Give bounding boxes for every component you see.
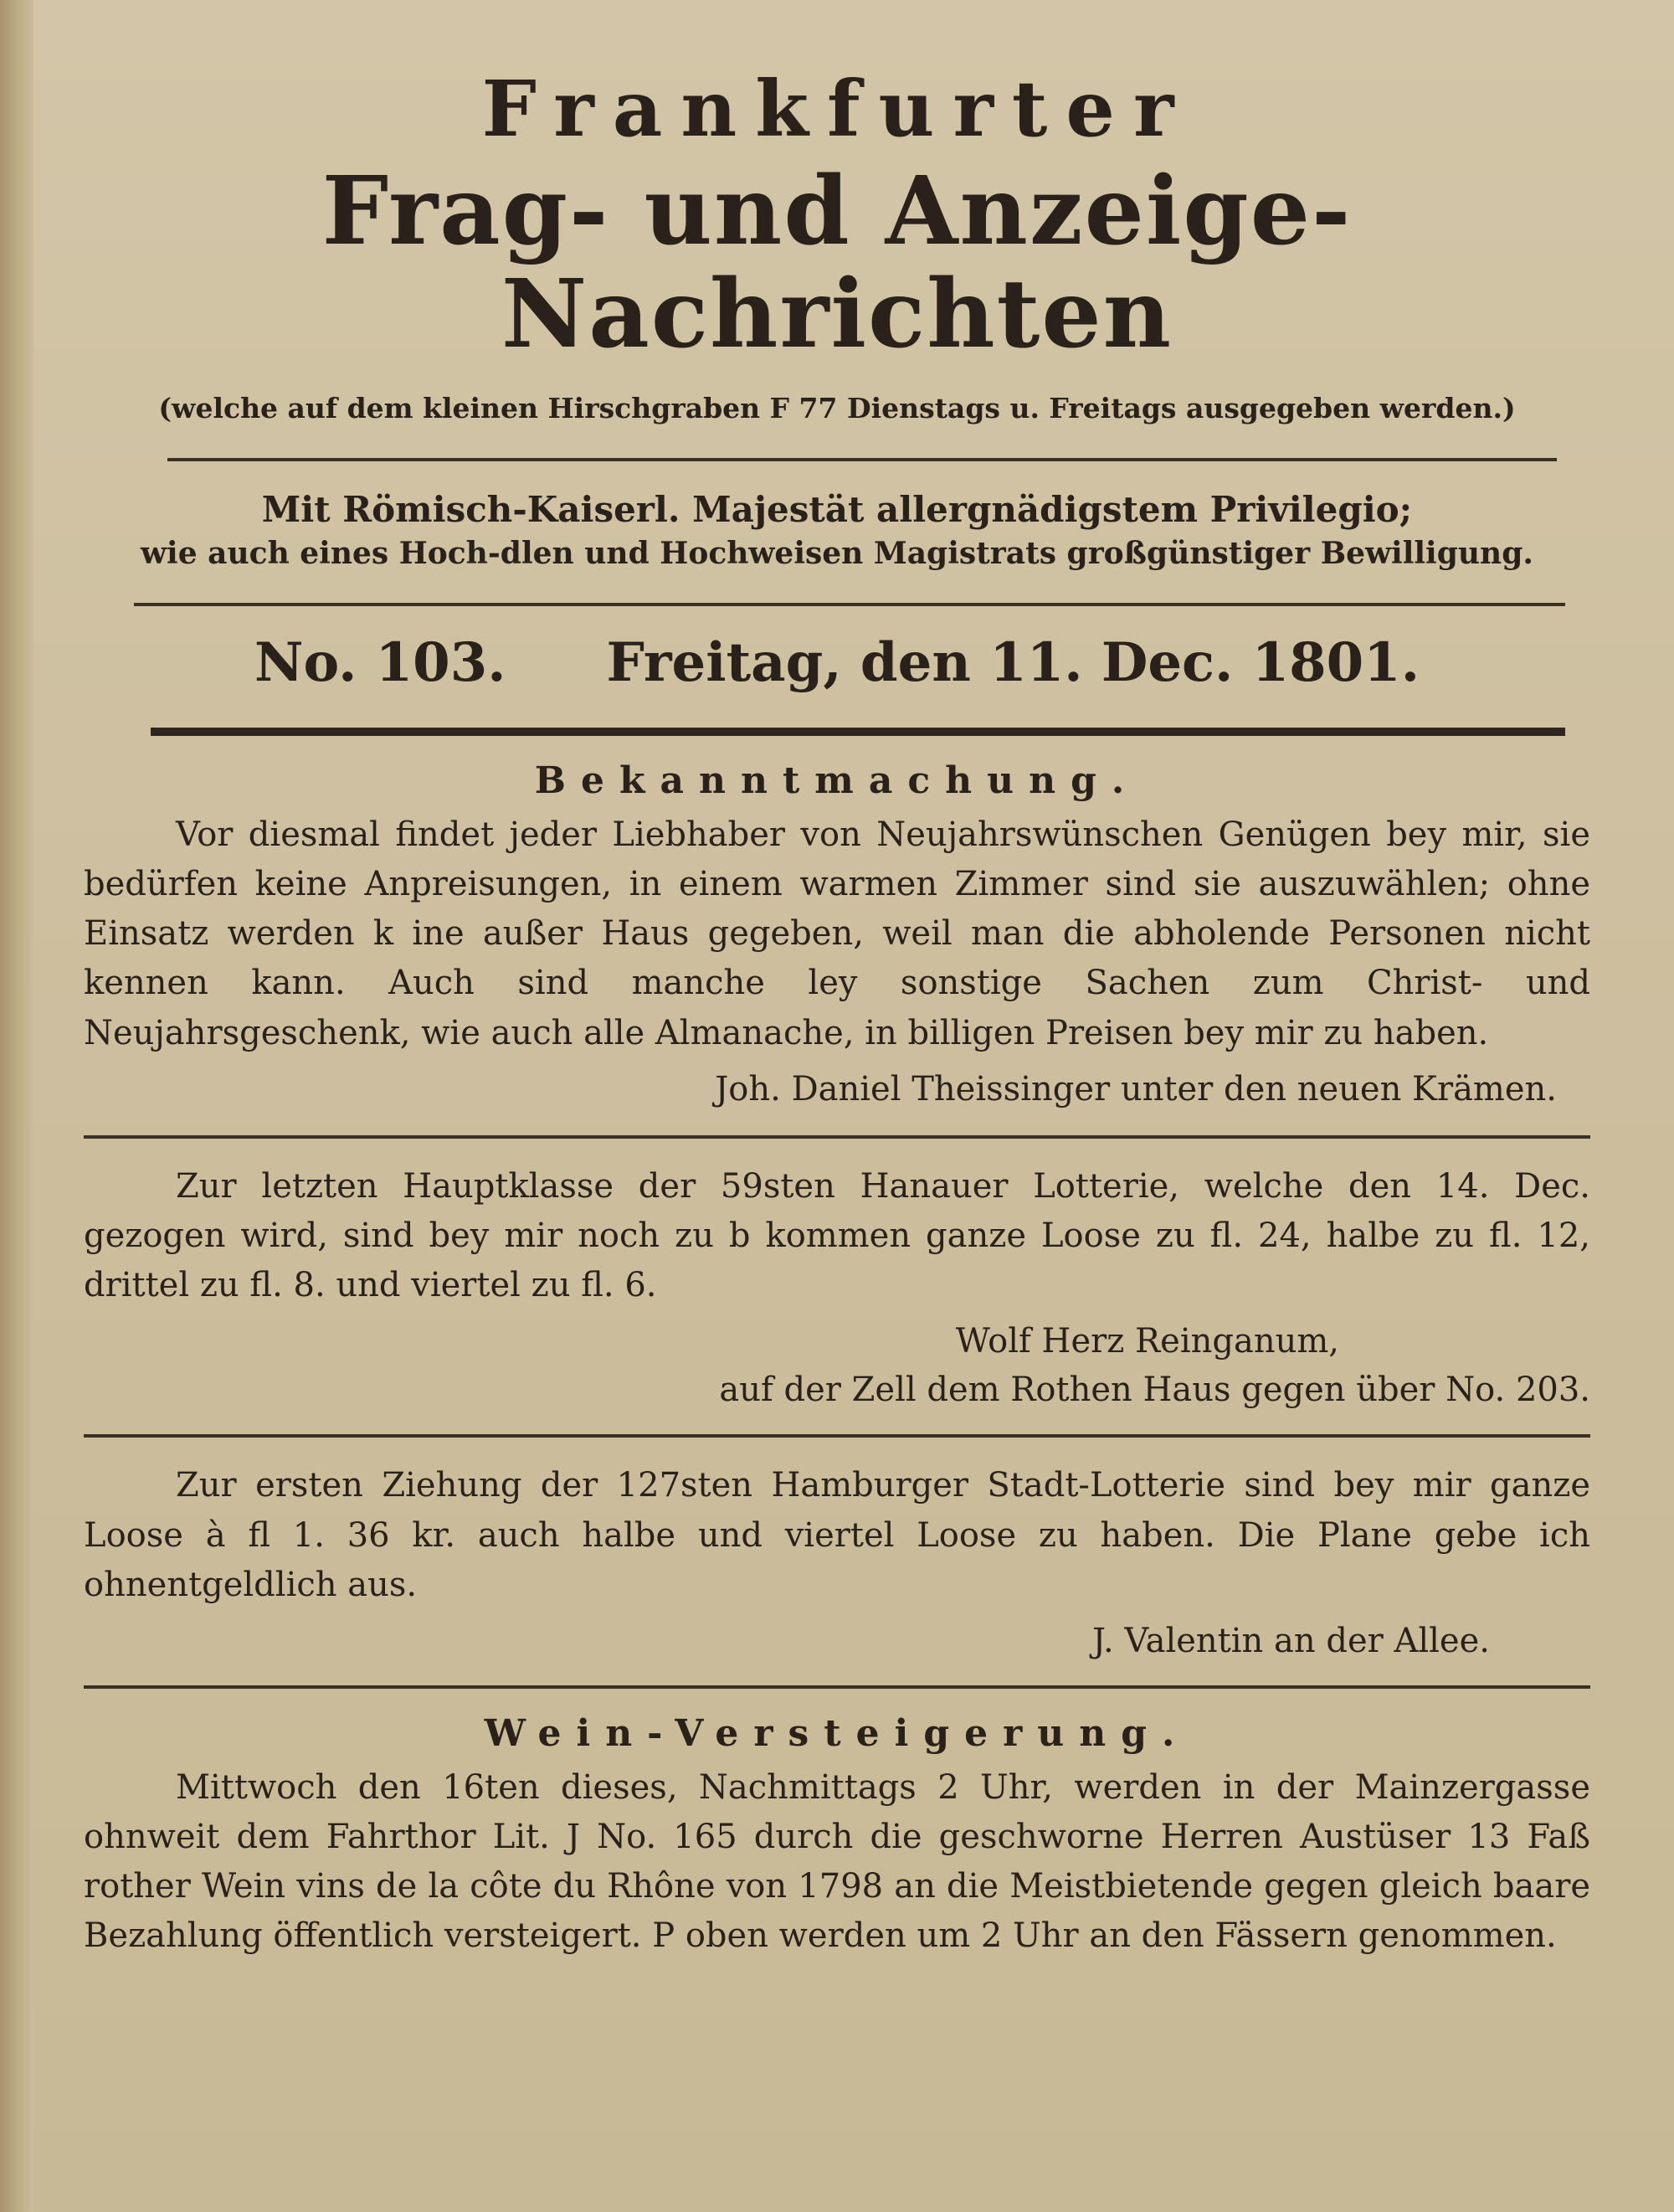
- masthead-line1: Frankfurter: [481, 64, 1193, 154]
- book-gutter: [0, 0, 33, 2212]
- issue-date: Freitag, den 11. Dec. 1801.: [606, 630, 1420, 694]
- privilege-line2: wie auch eines Hoch-dlen und Hochweisen Magistrats großgünstiger Bewilligung.: [141, 536, 1533, 572]
- notice-title: Bekanntmachung.: [534, 759, 1140, 802]
- divider: [84, 1135, 1590, 1139]
- notice-body: Vor diesmal findet jeder Liebhaber von Neujahrswünschen Genügen bey mir, sie bedürfen keine Anpreisungen, in einem warmen Zimmer sind sie auszuwählen; ohne Einsatz werden k ine außer Haus gegeben, weil man die abholende Personen nicht kennen kann. Auch sind manche ley sonstige Sachen zum Christ- und Neujahrsgeschenk, wie auch alle Almanache, in billigen Preisen bey mir zu haben.: [84, 815, 1590, 1052]
- masthead-subtitle: (welche auf dem kleinen Hirschgraben F 77 Dienstags u. Freitags ausgegeben werden.): [158, 391, 1516, 424]
- divider: [84, 1685, 1590, 1689]
- notice-signature: Wolf Herz Reinganum,: [955, 1322, 1339, 1361]
- notice-body: Mittwoch den 16ten dieses, Nachmittags 2 Uhr, werden in der Mainzergasse ohnweit dem Fahrthor Lit. J No. 165 durch die geschworne Herren Austüser 13 Faß rother Wein vins de la côte du Rhône von 1798 an die Meistbietende gegen gleich baare Bezahlung öffentlich versteigert. P oben werden um 2 Uhr an den Fässern genommen.: [84, 1767, 1590, 1956]
- notice-wein-versteigerung: [84, 1712, 1590, 1962]
- notice-signature: J. Valentin an der Allee.: [1092, 1621, 1490, 1660]
- notice-signature: Joh. Daniel Theissinger unter den neuen Krämen.: [715, 1069, 1557, 1109]
- notice-body: Zur letzten Hauptklasse der 59sten Hanauer Lotterie, welche den 14. Dec. gezogen wird, sind bey mir noch zu b kommen ganze Loose zu fl. 24, halbe zu fl. 12, drittel zu fl. 8. und viertel zu fl. 6.: [84, 1166, 1590, 1305]
- notice-body: Zur ersten Ziehung der 127sten Hamburger Stadt-Lotterie sind bey mir ganze Loose à fl 1. 36 kr. auch halbe und viertel Loose zu haben. Die Plane gebe ich ohnentgeldlich aus.: [84, 1466, 1590, 1604]
- double-divider: [151, 728, 1565, 736]
- issue-line: [84, 631, 1590, 694]
- divider: [84, 1434, 1590, 1438]
- masthead-title: Frag- und Anzeige-Nachrichten: [321, 157, 1353, 370]
- notice-address: auf der Zell dem Rothen Haus gegen über No. 203.: [719, 1371, 1590, 1410]
- notice-hamburger-lotterie: [84, 1461, 1590, 1665]
- notice-title: Wein-Versteigerung.: [484, 1711, 1190, 1755]
- divider: [167, 458, 1557, 461]
- divider: [134, 603, 1565, 606]
- page-content: [84, 64, 1590, 1962]
- privilege-line1: Mit Römisch-Kaiserl. Majestät allergnädigstem Privilegio;: [261, 488, 1413, 530]
- issue-number: No. 103.: [254, 630, 506, 694]
- notice-hanauer-lotterie: [84, 1162, 1590, 1415]
- notice-bekanntmachung: [84, 759, 1590, 1114]
